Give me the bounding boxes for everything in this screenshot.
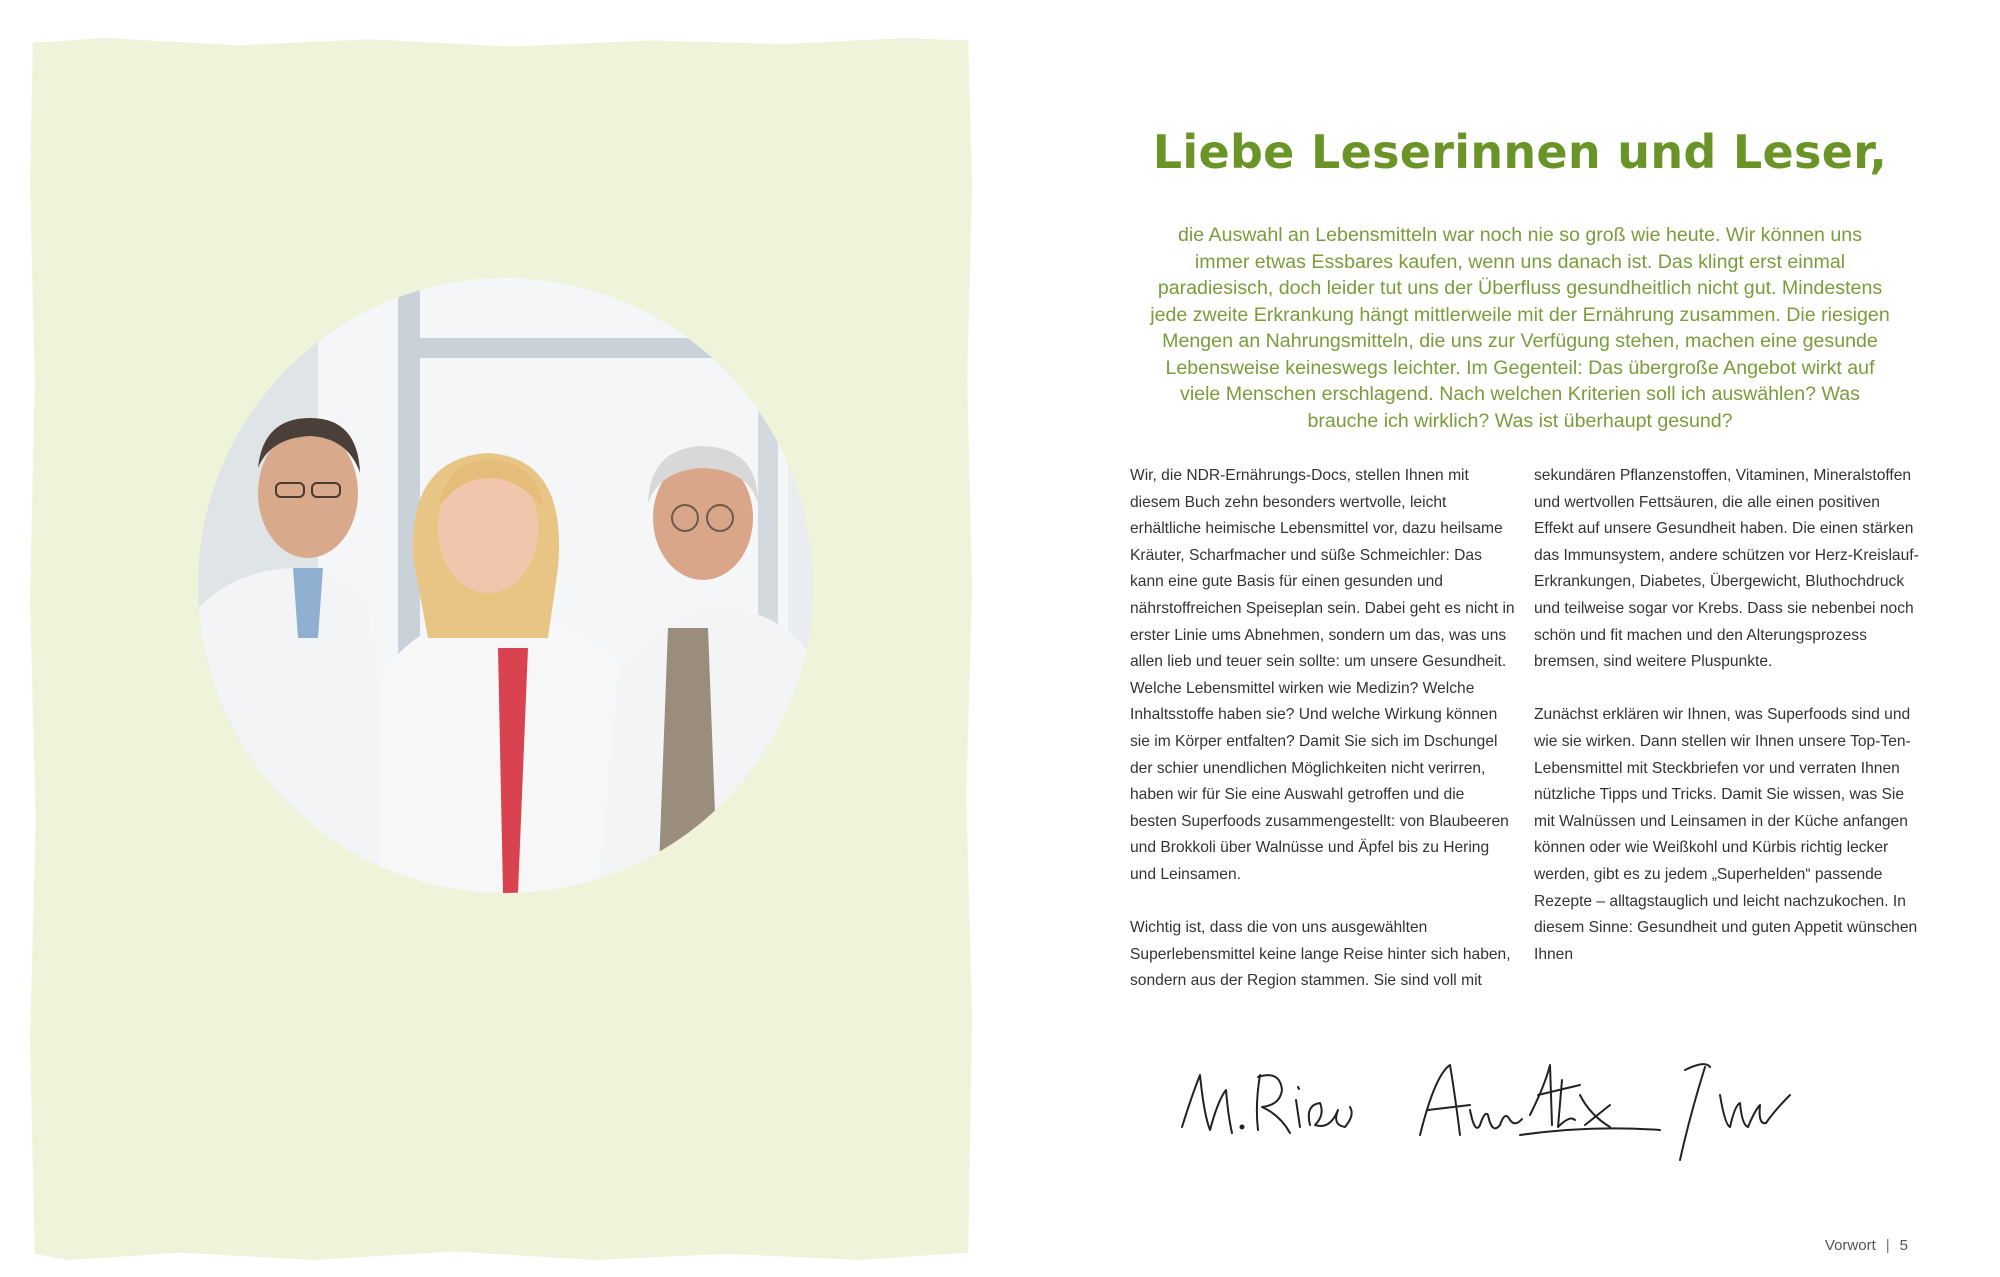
signature-1: [1182, 1075, 1352, 1133]
body-paragraph: Wir, die NDR-Ernährungs-Docs, stellen Ihnen mit diesem Buch zehn besonders wertvolle, leicht erhältliche heimische Lebensmittel vor, dazu heilsame Kräuter, Scharfmacher und süße Schmeichler: Das kann eine gute Basis für einen gesunden und nährstoffreichen Speiseplan sein. Dabei geht es nicht in erster Linie ums Abnehmen, sondern um das, was uns allen lieb und teuer sein sollte: um unsere Gesundheit. Welche Lebensmittel wirken wie Medizin? Welche Inhaltsstoffe haben sie? Und welche Wirkung können sie im Körper entfalten? Damit Sie sich im Dschungel der schier unendlichen Möglichkeiten nicht verirren, haben wir für Sie eine Auswahl getroffen und die besten Superfoods zusammengestellt: von Blaubeeren und Brokkoli über Walnüsse und Äpfel bis zu Hering und Leinsamen.: [1130, 467, 1515, 883]
signature-3: [1680, 1064, 1790, 1160]
intro-paragraph: die Auswahl an Lebensmitteln war noch nie so groß wie heute. Wir können uns immer etwas Essbares kaufen, wenn uns danach ist. Das klingt erst einmal paradiesisch, doch leider tut uns der Überfluss gesundheitlich nicht gut. Mindestens jede zweite Erkrankung hängt mittlerweile mit der Ernährung zusammen. Die riesigen Mengen an Nahrungsmitteln, die uns zur Verfügung stehen, machen eine gesunde Lebensweise keineswegs leichter. Im Gegenteil: Das übergroße Angebot wirkt auf viele Menschen erschlagend. Nach welchen Kriterien soll ich auswählen? Was brauche ich wirklich? Was ist überhaupt gesund?: [1150, 224, 1890, 432]
body-paragraph: Wichtig ist, dass die von uns ausgewählten Superlebensmittel keine lange Reise hinter sich haben, sondern aus der Region stammen. Sie sind voll mit: [1130, 919, 1511, 990]
signatures: [1170, 1055, 1820, 1165]
body-column-right: [1534, 463, 1919, 968]
body-column-left: [1130, 463, 1515, 995]
doctors-portrait-photo: [198, 278, 813, 893]
body-paragraph: sekundären Pflanzenstoffen, Vitaminen, Mineralstoffen und wertvollen Fettsäuren, die alle einen positiven Effekt auf unsere Gesundheit haben. Die einen stärken das Immunsystem, andere schützen vor Herz-Kreislauf-Erkrankungen, Diabetes, Übergewicht, Bluthochdruck und teilweise sogar vor Krebs. Dass sie nebenbei noch schön und fit machen und den Alterungsprozess bremsen, sind weitere Pluspunkte.: [1534, 467, 1919, 671]
signature-2: [1420, 1065, 1660, 1135]
body-paragraph: Zunächst erklären wir Ihnen, was Superfoods sind und wie sie wirken. Dann stellen wir Ihnen unsere Top-Ten-Lebensmittel mit Steckbriefen vor und verraten Ihnen nützliche Tipps und Tricks. Damit Sie wissen, was Sie mit Walnüssen und Leinsamen in der Küche anfangen können oder wie Weißkohl und Kürbis richtig lecker werden, gibt es zu jedem „Superhelden“ passende Rezepte – alltagstauglich und leicht nachzukochen. In diesem Sinne: Gesundheit und guten Appetit wünschen Ihnen: [1534, 706, 1918, 963]
page-number: 5: [1899, 1237, 1908, 1254]
page-footer: [1825, 1237, 1908, 1254]
page-headline: Liebe Leserinnen und Leser,: [1152, 125, 1888, 179]
footer-separator: |: [1885, 1237, 1890, 1254]
footer-section-label: Vorwort: [1824, 1237, 1876, 1254]
